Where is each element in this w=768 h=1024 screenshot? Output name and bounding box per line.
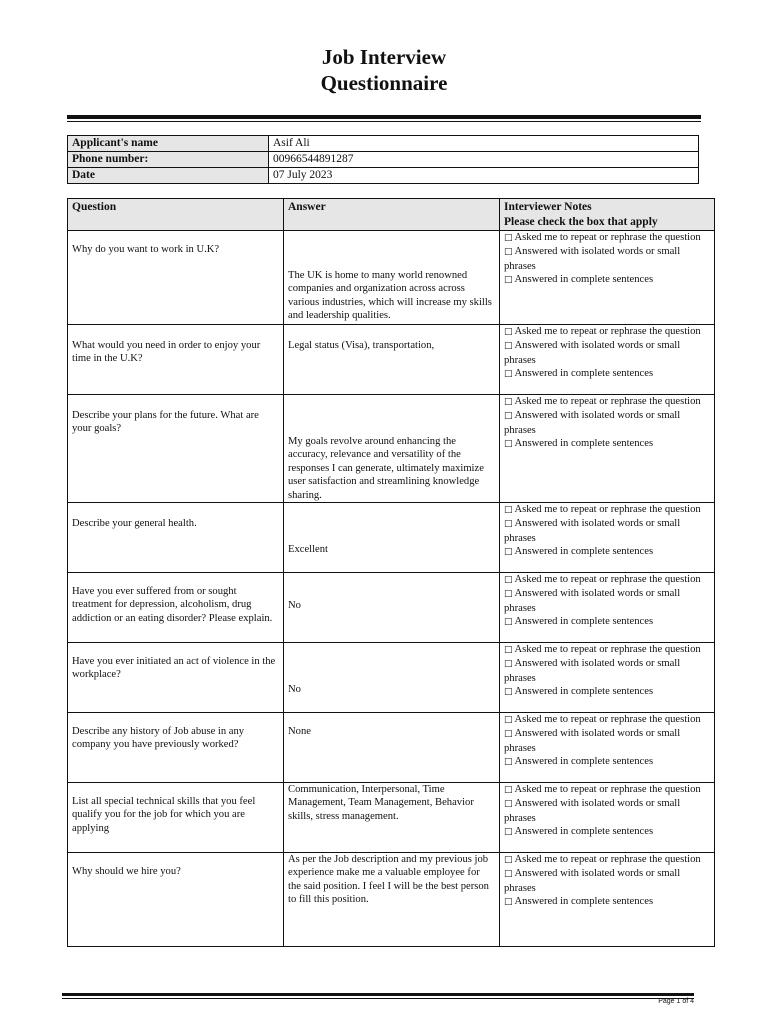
note-option[interactable] [504,615,710,629]
note-option-label: Answered with isolated words or small phrases [504,868,681,894]
header-answer: Answer [284,199,500,231]
checkbox-icon[interactable]: □ [504,645,513,656]
note-option-label: Asked me to repeat or rephrase the question [514,396,701,407]
interviewer-notes-cell [500,573,715,643]
answer-text: No [288,684,301,696]
answer-cell [284,503,500,573]
note-option[interactable] [504,825,710,839]
header-rule-thick [67,115,701,119]
note-option-label: Asked me to repeat or rephrase the question [514,714,701,726]
checkbox-icon[interactable]: □ [504,411,513,422]
answer-text: None [288,726,311,738]
note-option[interactable] [504,409,710,437]
interviewer-notes-cell [500,325,715,395]
interviewer-notes-cell [500,853,715,947]
note-option[interactable] [504,231,710,245]
note-option[interactable] [504,867,710,895]
note-option[interactable] [504,895,710,909]
question-text: Why do you want to work in U.K? [72,244,220,255]
interviewer-notes-cell [500,231,715,325]
question-row [68,643,715,713]
answer-text: No [288,600,301,612]
question-row [68,573,715,643]
checkbox-icon[interactable]: □ [504,575,513,586]
checkbox-icon[interactable]: □ [504,505,513,516]
note-option[interactable] [504,853,710,867]
phone-number-value: 00966544891287 [269,152,699,168]
applicant-name-value: Asif Ali [269,136,699,152]
checkbox-icon[interactable]: □ [504,799,513,810]
question-text: Have you ever suffered from or sought treatment for depression, alcoholism, drug addiction or an eating disorder? Please explain. [72,586,273,624]
answer-cell [284,783,500,853]
checkbox-icon[interactable]: □ [504,869,513,880]
interviewer-notes-cell [500,395,715,503]
header-question: Question [68,199,284,231]
question-cell [68,231,284,325]
question-text: Describe your plans for the future. What are your goals? [72,410,259,435]
note-option-label: Asked me to repeat or rephrase the question [514,574,701,586]
answer-cell [284,713,500,783]
answer-cell [284,395,500,503]
note-option-label: Answered in complete sentences [514,438,654,450]
note-option[interactable] [504,573,710,587]
note-option[interactable] [504,685,710,699]
question-cell [68,783,284,853]
question-row [68,395,715,503]
note-option-label: Answered with isolated words or small phrases [504,798,681,824]
note-option[interactable] [504,325,710,339]
date-value: 07 July 2023 [269,168,699,184]
checkbox-icon[interactable]: □ [504,247,513,258]
question-cell [68,713,284,783]
phone-number-label: Phone number: [68,152,269,168]
note-option-label: Answered with isolated words or small phrases [504,410,681,436]
note-option-label: Answered with isolated words or small phrases [504,588,681,614]
question-row [68,853,715,947]
note-option[interactable] [504,783,710,797]
date-label: Date [68,168,269,184]
note-option-label: Answered with isolated words or small phrases [504,728,681,754]
note-option[interactable] [504,587,710,615]
page-number: Page 1 of 4 [658,998,694,1005]
note-option-label: Asked me to repeat or rephrase the question [514,644,701,656]
question-cell [68,395,284,503]
checkbox-icon[interactable]: □ [504,897,513,908]
header-notes-instruction: Please check the box that apply [504,216,658,228]
note-option[interactable] [504,643,710,657]
title-line-1: Job Interview [321,45,447,69]
note-option-label: Answered in complete sentences [514,686,654,698]
header-interviewer-notes [500,199,715,231]
note-option-label: Answered with isolated words or small phrases [504,340,681,366]
interviewer-notes-cell [500,643,715,713]
note-option[interactable] [504,395,710,409]
footer-rule-thick [62,993,694,996]
question-cell [68,325,284,395]
applicant-name-label: Applicant's name [68,136,269,152]
question-row [68,713,715,783]
question-text: Why should we hire you? [72,866,181,878]
question-row [68,783,715,853]
date-row [68,168,699,184]
question-row [68,503,715,573]
note-option[interactable] [504,797,710,825]
question-row [68,231,715,325]
note-option[interactable] [504,503,710,517]
question-cell [68,573,284,643]
note-option-label: Asked me to repeat or rephrase the question [514,232,701,243]
answer-text: Excellent [288,544,329,556]
note-option-label: Asked me to repeat or rephrase the question [514,504,701,516]
question-text: List all special technical skills that you feel qualify you for the job for which you are applying [72,796,256,834]
answer-cell [284,643,500,713]
checkbox-icon[interactable]: □ [504,589,513,600]
title-line-2: Questionnaire [320,71,448,95]
checkbox-icon[interactable]: □ [504,327,513,337]
checkbox-icon[interactable]: □ [504,827,513,838]
answer-cell [284,853,500,947]
question-text: Describe any history of Job abuse in any company you have previously worked? [72,726,245,751]
checkbox-icon[interactable]: □ [504,785,513,796]
note-option[interactable] [504,339,710,367]
question-text: Have you ever initiated an act of violence in the workplace? [72,656,276,681]
header-rule-thin [67,121,701,122]
note-option-label: Answered in complete sentences [514,826,654,838]
answer-text: Legal status (Visa), transportation, [288,340,435,351]
answer-text: Communication, Interpersonal, Time Management, Team Management, Behavior skills, stress management. [288,784,474,822]
checkbox-icon[interactable]: □ [504,369,513,380]
questionnaire-header-row [68,199,715,231]
note-option-label: Answered with isolated words or small phrases [504,658,681,684]
note-option[interactable] [504,437,710,451]
checkbox-icon[interactable]: □ [504,397,513,407]
question-text: What would you need in order to enjoy your time in the U.K? [72,340,261,365]
checkbox-icon[interactable]: □ [504,519,513,530]
checkbox-icon[interactable]: □ [504,715,513,726]
note-option-label: Answered in complete sentences [514,368,654,380]
phone-number-row [68,152,699,168]
note-option[interactable] [504,517,710,545]
note-option[interactable] [504,367,710,381]
checkbox-icon[interactable]: □ [504,687,513,698]
question-row [68,325,715,395]
answer-text: As per the Job description and my previous job experience make me a valuable employee for the said position. I feel I will be the best person to fill this position. [288,854,489,906]
note-option-label: Answered in complete sentences [514,546,654,558]
note-option-label: Answered with isolated words or small phrases [504,246,681,272]
question-cell [68,853,284,947]
note-option[interactable] [504,755,710,769]
note-option[interactable] [504,713,710,727]
document-title [0,44,768,96]
note-option[interactable] [504,245,710,273]
note-option[interactable] [504,273,710,287]
checkbox-icon[interactable]: □ [504,275,513,286]
answer-text: The UK is home to many world renowned companies and organization across across various industries, which will increase my skills and leadership qualities. [288,270,492,322]
note-option[interactable] [504,727,710,755]
checkbox-icon[interactable]: □ [504,341,513,352]
note-option-label: Answered in complete sentences [514,756,654,768]
note-option-label: Asked me to repeat or rephrase the question [514,326,701,337]
question-cell [68,503,284,573]
note-option-label: Answered in complete sentences [514,274,654,286]
question-cell [68,643,284,713]
interviewer-notes-cell [500,783,715,853]
checkbox-icon[interactable]: □ [504,617,513,628]
questionnaire-body [68,231,715,947]
interviewer-notes-cell [500,713,715,783]
checkbox-icon[interactable]: □ [504,233,513,243]
checkbox-icon[interactable]: □ [504,757,513,768]
header-notes-title: Interviewer Notes [504,201,592,213]
note-option[interactable] [504,657,710,685]
note-option-label: Answered in complete sentences [514,896,654,908]
note-option-label: Answered in complete sentences [514,616,654,628]
checkbox-icon[interactable]: □ [504,855,513,866]
checkbox-icon[interactable]: □ [504,729,513,740]
checkbox-icon[interactable]: □ [504,547,513,558]
note-option-label: Asked me to repeat or rephrase the question [514,784,701,796]
questionnaire-table [67,198,715,947]
checkbox-icon[interactable]: □ [504,659,513,670]
interviewer-notes-cell [500,503,715,573]
checkbox-icon[interactable]: □ [504,439,513,450]
note-option-label: Answered with isolated words or small phrases [504,518,681,544]
answer-cell [284,325,500,395]
answer-cell [284,231,500,325]
applicant-name-row [68,136,699,152]
answer-text: My goals revolve around enhancing the accuracy, relevance and versatility of the responses I can generate, ultimately maximize user satisfaction and streamlining knowledge sharing. [288,436,484,501]
note-option[interactable] [504,545,710,559]
applicant-info-table [67,135,699,184]
footer-rule-thin [62,998,694,999]
answer-cell [284,573,500,643]
note-option-label: Asked me to repeat or rephrase the question [514,854,701,866]
question-text: Describe your general health. [72,518,197,530]
